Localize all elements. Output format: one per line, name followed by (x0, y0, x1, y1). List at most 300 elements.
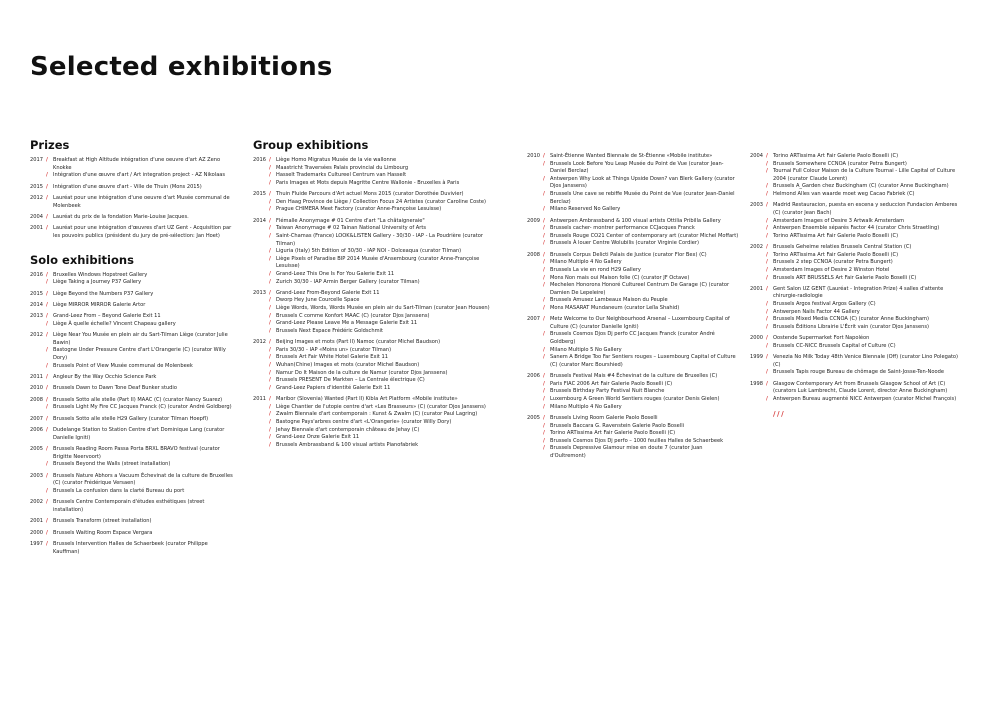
slash-bullet-icon: / (46, 290, 48, 297)
item-text: Brussels La confusion dans la clarté Bureau du port (53, 487, 185, 494)
slash-bullet-icon: / (269, 198, 271, 205)
item-text: Brussels Sotto alle stelle (Part II) MAAC (C) (curator Nancy Suarez) (53, 396, 223, 403)
slash-bullet-icon: / (46, 213, 48, 220)
exhibition-item (269, 434, 503, 442)
slash-bullet-icon: / (269, 232, 271, 239)
slash-bullet-icon: / (766, 380, 768, 387)
exhibition-item (46, 225, 235, 240)
entry-year: 2010 (527, 153, 540, 159)
item-text: Brussels Reading Room Passa Porta BRXL BRAVO festival (curator Brigitte Neervoort) (53, 446, 220, 460)
entry-year: 2013 (30, 313, 43, 320)
exhibition-item (766, 225, 960, 233)
year-entry (253, 396, 503, 449)
item-text: Saint-Chamas (France) LOOK&LISTEN Gallery - 30/30 - IAP - La Poudrière (curator Tilman) (276, 232, 483, 247)
item-text: Torino ARTissima Art Fair Galerie Paolo Boselli (C) (773, 251, 899, 258)
exhibition-item (46, 404, 235, 412)
year-entry (30, 473, 235, 496)
exhibition-item (269, 180, 503, 188)
slash-bullet-icon: / (543, 430, 545, 437)
entry-year: 2002 (750, 244, 763, 251)
exhibition-item (269, 385, 503, 393)
item-text: Brussels C comme Konfort MAAC (C) (curator Djos Janssens) (276, 312, 430, 319)
slash-bullet-icon: / (269, 403, 271, 410)
slash-bullet-icon: / (543, 251, 545, 258)
entry-year: 2014 (253, 217, 266, 224)
item-text: Brussels Mixed Media CCNOA (C) (curator Anne Buckingham) (773, 316, 930, 323)
item-text: Brussels Next Espace Frédéric Goldschmit (276, 327, 383, 334)
slash-bullet-icon: / (269, 278, 271, 285)
entry-year: 2012 (253, 339, 266, 346)
year-entry (527, 218, 739, 248)
slash-bullet-icon: / (46, 374, 48, 381)
slash-bullet-icon: / (543, 206, 545, 213)
exhibition-column (253, 138, 503, 453)
exhibition-item (543, 252, 739, 260)
entry-year: 2006 (527, 373, 540, 380)
slash-bullet-icon: / (269, 396, 271, 403)
slash-bullet-icon: / (269, 164, 271, 171)
exhibition-item (269, 248, 503, 256)
item-text: Bastogne Pays'arbres centre d'art «L'Orangerie» (curator Willy Dory) (276, 418, 452, 425)
entry-year: 2001 (30, 225, 43, 232)
exhibition-item (46, 272, 235, 280)
item-text: Brussels Argos festival Argos Gallery (C) (773, 301, 876, 308)
year-entry (30, 374, 235, 382)
slash-bullet-icon: / (269, 327, 271, 334)
item-text: Helmond Alles van waarde moet weg Cacao Fabriek (C) (773, 190, 915, 197)
item-text: Metz Welcome to Our Neighbourhood Arsenal – Luxembourg Capital of Culture (C) (curator Danielle Igniti) (550, 316, 730, 330)
exhibition-item (766, 168, 960, 183)
item-text: Liège Pixels of Paradise BIP 2014 Musée d'Ansembourg (curator Anne-Françoise Lesuisse) (276, 255, 480, 270)
item-text: Intégration d'une œuvre d'art / Art integration project - AZ Nikolaas (53, 172, 226, 179)
item-text: Liège MIRROR MIRROR Galerie Artor (53, 301, 146, 308)
item-text: Zurich 30/30 - IAP Armin Berger Gallery (curator Tilman) (276, 278, 420, 285)
slash-bullet-icon: / (543, 316, 545, 323)
exhibition-item (46, 313, 235, 321)
exhibition-item (269, 411, 503, 419)
slash-bullet-icon: / (46, 541, 48, 548)
year-entry (30, 397, 235, 412)
slash-bullet-icon: / (543, 403, 545, 410)
exhibition-item (766, 354, 960, 369)
item-text: Brussels Point of View Musée communal de Molenbeek (53, 362, 193, 369)
entry-year: 2001 (750, 285, 763, 292)
exhibition-item (269, 172, 503, 180)
year-entry (30, 427, 235, 442)
slash-bullet-icon: / (46, 172, 48, 179)
slash-bullet-icon: / (46, 427, 48, 434)
exhibition-item (46, 416, 235, 424)
item-text: Brussels Amusez Lambeaux Maison du Peuple (550, 297, 668, 304)
item-text: Thuin Fluide Parcours d'Art actuel Mons 2015 (curator Dorothée Duvivier) (276, 191, 464, 198)
exhibition-item (46, 374, 235, 382)
year-entry (30, 302, 235, 310)
exhibition-item (766, 267, 960, 275)
item-text: Brussels Birthday Party Festival Nuit Blanche (550, 388, 665, 395)
entry-year: 2000 (30, 529, 43, 536)
slash-bullet-icon: / (269, 297, 271, 304)
exhibition-item (269, 165, 503, 173)
item-text: Madrid Restauracion, puesta en escena y seduccion Fundacion Amberes (C) (curator Jean Bach) (773, 202, 958, 216)
entry-year: 2003 (750, 202, 763, 209)
exhibition-item (269, 218, 503, 226)
item-text: Mons MASARAT Mundaneum (curator Leïla Shahid) (550, 304, 680, 311)
exhibition-item (766, 396, 960, 404)
item-text: Tournai Full Colour Maison de la Culture Tournai - Lille Capital of Culture 2004 (curator Claude Lorent) (773, 168, 956, 182)
item-text: Brussels Nature Abhors a Vacuum Échevinat de la culture de Bruxelles (C) (curator Frédérique Versaen) (53, 472, 233, 487)
slash-bullet-icon: / (766, 232, 768, 239)
item-text: Angleur By the Way Occhio Science Park (53, 374, 157, 381)
year-entry (30, 157, 235, 180)
item-text: Antwerpen Ensemble séparés Factor 44 (curator Chris Straetling) (773, 225, 940, 232)
slash-bullet-icon: / (46, 313, 48, 320)
item-text: Brussels Baccara G. Ravenstein Galerie Paolo Boselli (550, 422, 685, 429)
item-text: Paris Images et Mots depuis Magritte Centre Wallonie - Bruxelles à Paris (276, 179, 460, 186)
exhibition-item (269, 157, 503, 165)
exhibition-item (46, 195, 235, 210)
item-text: Beijing Images et mots (Part II) Namoc (curator Michel Baudson) (276, 339, 441, 346)
exhibition-item (269, 419, 503, 427)
item-text: Brussels Ambrassband & 100 visual artists Pianofabriek (276, 441, 419, 448)
entry-year: 1998 (750, 380, 763, 387)
year-entry (30, 446, 235, 469)
year-entry (30, 530, 235, 538)
item-text: Namur Do It Maison de la culture de Namur (curator Djos Janssens) (276, 369, 448, 376)
slash-bullet-icon: / (543, 225, 545, 232)
exhibition-item (269, 354, 503, 362)
slash-bullet-icon: / (766, 301, 768, 308)
exhibition-item (766, 202, 960, 217)
exhibition-item (766, 335, 960, 343)
slash-bullet-icon: / (766, 251, 768, 258)
item-text: Maribor (Slovenia) Wanted (Part II) Kibla Art Platform «Mobile institute» (276, 396, 458, 403)
item-text: Brussels Light My Fire CC Jacques Franck (C) (curator André Goldberg) (53, 404, 232, 411)
exhibition-item (46, 347, 235, 362)
slash-bullet-icon: / (766, 274, 768, 281)
item-text: Liège Words, Words, Words Musée en plein air du Sart-Tilman (curator Jean Housen) (276, 305, 490, 312)
year-entry (253, 157, 503, 187)
year-entry (527, 252, 739, 313)
item-text: Milano Multiplo 4 No Gallery (550, 403, 622, 410)
exhibition-item (766, 316, 960, 324)
exhibition-item (269, 442, 503, 450)
slash-bullet-icon: / (766, 354, 768, 361)
item-text: Brussels Waiting Room Espace Vergara (53, 529, 153, 536)
exhibition-item (543, 388, 739, 396)
year-entry (30, 332, 235, 370)
year-entry (750, 202, 960, 240)
item-text: Brussels Transform (street installation) (53, 518, 152, 525)
slash-bullet-icon: / (766, 160, 768, 167)
exhibition-column (750, 153, 960, 418)
exhibition-item (543, 354, 739, 369)
exhibition-item (269, 225, 503, 233)
item-text: Grand-Leez Please Leave Me a Message Galerie Exit 11 (276, 320, 418, 327)
slash-bullet-icon: / (46, 194, 48, 201)
item-text: Brussels Geheime relaties Brussels Central Station (C) (773, 244, 912, 251)
item-text: Wuhan(Chine) Images et mots (curator Michel Baudson) (276, 362, 420, 369)
year-entry (527, 153, 739, 214)
year-entry (750, 244, 960, 282)
item-text: Amsterdam Images of Desire 2 Winston Hotel (773, 266, 890, 273)
item-text: Milano Reserved No Gallery (550, 206, 621, 213)
slash-bullet-icon: / (269, 305, 271, 312)
item-text: Sanem A Bridge Too Far Sentiers rouges – Luxembourg Capital of Culture (C) (curator Marc Bourshied) (550, 354, 736, 368)
slash-bullet-icon: / (766, 190, 768, 197)
entry-year: 2006 (30, 427, 43, 434)
item-text: Bastogne Under Pressure Centre d'art L'Orangerie (C) (curator Willy Dory) (53, 347, 226, 362)
item-text: Brussels Sotto alle stelle H29 Gallery (curator Tilman Hoepfl) (53, 415, 209, 422)
exhibition-item (269, 313, 503, 321)
slash-bullet-icon: / (543, 297, 545, 304)
exhibition-item (269, 396, 503, 404)
exhibition-item (46, 488, 235, 496)
item-text: Brussels Tapis rouge Bureau de chômage de Saint-Josse-Ten-Noode (773, 369, 944, 376)
exhibition-item (766, 233, 960, 241)
year-entry (30, 272, 235, 287)
exhibition-item (543, 415, 739, 423)
entry-year: 2012 (30, 332, 43, 339)
entry-year: 2001 (30, 518, 43, 525)
slash-bullet-icon: / (766, 266, 768, 273)
slash-bullet-icon: / (269, 157, 271, 163)
exhibition-item (46, 184, 235, 192)
item-text: Saint-Étienne Wanted Biennale de St-Étienne «Mobile institute» (550, 153, 713, 159)
item-text: Brussels Cosmos Djos Dj perfo CC Jacques Franck (curator André Goldberg) (550, 331, 715, 346)
item-text: Venezia No Milk Today 48th Venice Biennale (Off) (curator Lino Polegato) (C) (773, 354, 959, 368)
exhibition-item (46, 332, 235, 347)
exhibition-item (543, 373, 739, 381)
slash-bullet-icon: / (766, 168, 768, 175)
exhibition-item (269, 404, 503, 412)
slash-bullet-icon: / (46, 396, 48, 403)
item-text: Intégration d'une œuvre d'art - Ville de Thuin (Mons 2015) (53, 183, 202, 190)
exhibition-item (543, 316, 739, 331)
exhibition-item (543, 331, 739, 346)
exhibition-item (543, 396, 739, 404)
entry-year: 1999 (750, 354, 763, 361)
slash-bullet-icon: / (269, 312, 271, 319)
item-text: Dudelange Station to Station Centre d'art Dominique Lang (curator Danielle Igniti) (53, 427, 225, 441)
item-text: Brussels À louer Centre Wolubilis (curator Virginie Cordier) (550, 240, 699, 247)
slash-bullet-icon: / (766, 342, 768, 349)
exhibition-item (543, 176, 739, 191)
item-text: Luxembourg A Green World Sentiers rouges (curator Denis Gielen) (550, 396, 720, 402)
slash-bullet-icon: / (766, 316, 768, 323)
exhibition-item (543, 259, 739, 267)
exhibition-item (543, 438, 739, 446)
slash-bullet-icon: / (543, 266, 545, 273)
exhibition-item (543, 305, 739, 313)
year-entry (253, 191, 503, 214)
entry-year: 2016 (30, 271, 43, 278)
item-text: Lauréat pour une intégration d'une oeuvre d'art Musée communal de Molenbeek (53, 194, 230, 209)
exhibition-item (766, 343, 960, 351)
entry-year: 2004 (30, 213, 43, 220)
exhibition-item (766, 244, 960, 252)
item-text: Brussels Centre Contemporain d'études esthétiques (street installation) (53, 499, 205, 513)
item-text: Brussels A_Garden chez Buckingham (C) (curator Anne Buckingham) (773, 183, 949, 190)
item-text: Lauréat du prix de la fondation Marie-Louise Jacques. (53, 213, 189, 220)
slash-bullet-icon: / (766, 369, 768, 376)
slash-bullet-icon: / (269, 354, 271, 361)
exhibition-item (543, 297, 739, 305)
year-entry (30, 541, 235, 556)
entry-year: 1997 (30, 541, 43, 548)
exhibition-item (269, 377, 503, 385)
exhibition-item (269, 206, 503, 214)
slash-bullet-icon: / (269, 191, 271, 198)
exhibition-item (543, 282, 739, 297)
exhibition-item (766, 161, 960, 169)
slash-bullet-icon: / (269, 289, 271, 296)
item-text: Bruxelles Windows Hopstreet Gallery (53, 271, 148, 278)
slash-bullet-icon: / (543, 331, 545, 338)
slash-bullet-icon: / (269, 362, 271, 369)
exhibition-item (46, 302, 235, 310)
slash-bullet-icon: / (766, 308, 768, 315)
exhibition-item (543, 225, 739, 233)
exhibition-item (46, 530, 235, 538)
entry-year: 2008 (30, 396, 43, 403)
item-text: Grand-Leez Papiers d'identité Galerie Exit 11 (276, 384, 391, 391)
exhibition-item (46, 172, 235, 180)
item-text: Antwerpen Nails Factor 44 Gallery (773, 308, 860, 315)
exhibition-item (46, 157, 235, 172)
exhibition-item (269, 297, 503, 305)
exhibition-item (543, 423, 739, 431)
exhibition-item (543, 275, 739, 283)
exhibition-item (543, 381, 739, 389)
slash-bullet-icon: / (46, 271, 48, 278)
entry-year: 2015 (30, 290, 43, 297)
exhibition-item (269, 256, 503, 271)
section-title: Prizes (30, 138, 70, 152)
exhibition-item (543, 445, 739, 460)
item-text: Brussels Depressive Glamour mise en doute 7 (curator Juan d'Oultremont) (550, 445, 703, 459)
exhibition-item (269, 347, 503, 355)
entry-year: 2007 (30, 415, 43, 422)
slash-bullet-icon: / (543, 388, 545, 395)
item-text: Brussels cacher- montrer performance CCJacques Franck (550, 225, 695, 232)
entry-year: 2015 (30, 183, 43, 190)
entry-year: 2003 (30, 472, 43, 479)
exhibition-item (46, 446, 235, 461)
slash-bullet-icon: / (543, 422, 545, 429)
slash-bullet-icon: / (269, 426, 271, 433)
entry-year: 2011 (253, 396, 266, 403)
slash-bullet-icon: / (543, 175, 545, 182)
entry-year: 2016 (253, 157, 266, 163)
year-entry (750, 286, 960, 332)
exhibition-item (269, 279, 503, 287)
exhibition-item (766, 286, 960, 301)
exhibition-item (46, 279, 235, 287)
exhibition-item (46, 473, 235, 488)
exhibition-item (766, 381, 960, 396)
slash-bullet-icon: / (766, 323, 768, 330)
slash-bullet-icon: / (269, 255, 271, 262)
item-text: Antwerpen Why Look at Things Upside Down? van Blerk Gallery (curator Djos Janssens) (550, 175, 735, 190)
slash-bullet-icon: / (543, 153, 545, 159)
slash-bullet-icon: / (46, 183, 48, 190)
exhibition-item (543, 267, 739, 275)
entry-year: 2015 (253, 191, 266, 198)
item-text: Brussels PRESENT De Markten – La Centrale électrique (C) (276, 377, 425, 384)
slash-bullet-icon: / (269, 206, 271, 213)
exhibition-item (46, 291, 235, 299)
slash-bullet-icon: / (269, 441, 271, 448)
exhibition-item (269, 427, 503, 435)
slash-bullet-icon: / (543, 304, 545, 311)
item-text: Den Haag Province de Liège / Collection Focus 24 Artistes (curator Caroline Coste) (276, 198, 487, 205)
item-text: Liguria (Italy) 5th Edition of 30/30 - IAP NOI - Dolceaqua (curator Tilman) (276, 248, 462, 255)
item-text: Gent Salon UZ GENT (Lauréat - Integration Prize) 4 salles d'attente chirurgie-radiologie (773, 285, 944, 300)
year-entry (253, 339, 503, 392)
item-text: Dworp Hey June Courcelle Space (276, 297, 360, 304)
year-entry (253, 290, 503, 336)
year-entry (750, 153, 960, 199)
slash-bullet-icon: / (46, 279, 48, 286)
slash-bullet-icon: / (46, 332, 48, 339)
exhibition-item (766, 259, 960, 267)
entry-year: 2004 (750, 153, 763, 159)
exhibition-item (46, 499, 235, 514)
year-entry (30, 184, 235, 192)
item-text: Liège À quelle échelle? Vincent Chapeau gallery (53, 320, 176, 327)
item-text: Torino ARTissima Art Fair Galerie Paolo Boselli (C) (773, 232, 899, 239)
year-entry (527, 415, 739, 461)
exhibition-item (269, 328, 503, 336)
slash-bullet-icon: / (543, 414, 545, 421)
year-entry (30, 195, 235, 210)
exhibition-item (46, 321, 235, 329)
slash-bullet-icon: / (543, 190, 545, 197)
slash-bullet-icon: / (46, 446, 48, 453)
exhibition-item (543, 153, 739, 161)
item-text: Grand-Leez From-Beyond Galerie Exit 11 (276, 289, 380, 296)
exhibition-column (30, 138, 235, 560)
slash-bullet-icon: / (269, 339, 271, 346)
slash-bullet-icon: / (543, 445, 545, 452)
slash-bullet-icon: / (46, 499, 48, 506)
year-entry (30, 214, 235, 222)
item-text: Brussels Éditions Librairie L'Écrit vain (curator Djos Janssens) (773, 323, 929, 330)
item-text: Paris FIAC 2006 Art Fair Galerie Paolo Boselli (C) (550, 380, 673, 387)
exhibition-section (30, 138, 235, 241)
slash-bullet-icon: / (46, 385, 48, 392)
item-text: Maastricht Traversées Palais provincial du Limbourg (276, 164, 409, 171)
exhibition-item (269, 362, 503, 370)
exhibition-item (766, 369, 960, 377)
slash-bullet-icon: / (269, 270, 271, 277)
slash-bullet-icon: / (46, 404, 48, 411)
item-text: Jehay Biennale d'art contemporain château de Jehay (C) (276, 426, 420, 433)
exhibition-item (46, 541, 235, 556)
slash-bullet-icon: / (543, 282, 545, 289)
exhibition-section (527, 153, 739, 461)
item-text: Taiwan Anonymage # 02 Tainan National University of Arts (276, 225, 426, 232)
entry-year: 2002 (30, 499, 43, 506)
item-text: Brussels Dawn to Dawn Tone Deaf Bunker studio (53, 385, 177, 392)
entry-year: 2010 (30, 385, 43, 392)
exhibition-item (766, 191, 960, 199)
item-text: Brussels Festival Mais #4 Échevinat de la culture de Bruxelles (C) (550, 373, 718, 380)
exhibition-item (766, 275, 960, 283)
exhibition-item (46, 461, 235, 469)
slash-bullet-icon: / (269, 172, 271, 179)
exhibition-item (269, 290, 503, 298)
